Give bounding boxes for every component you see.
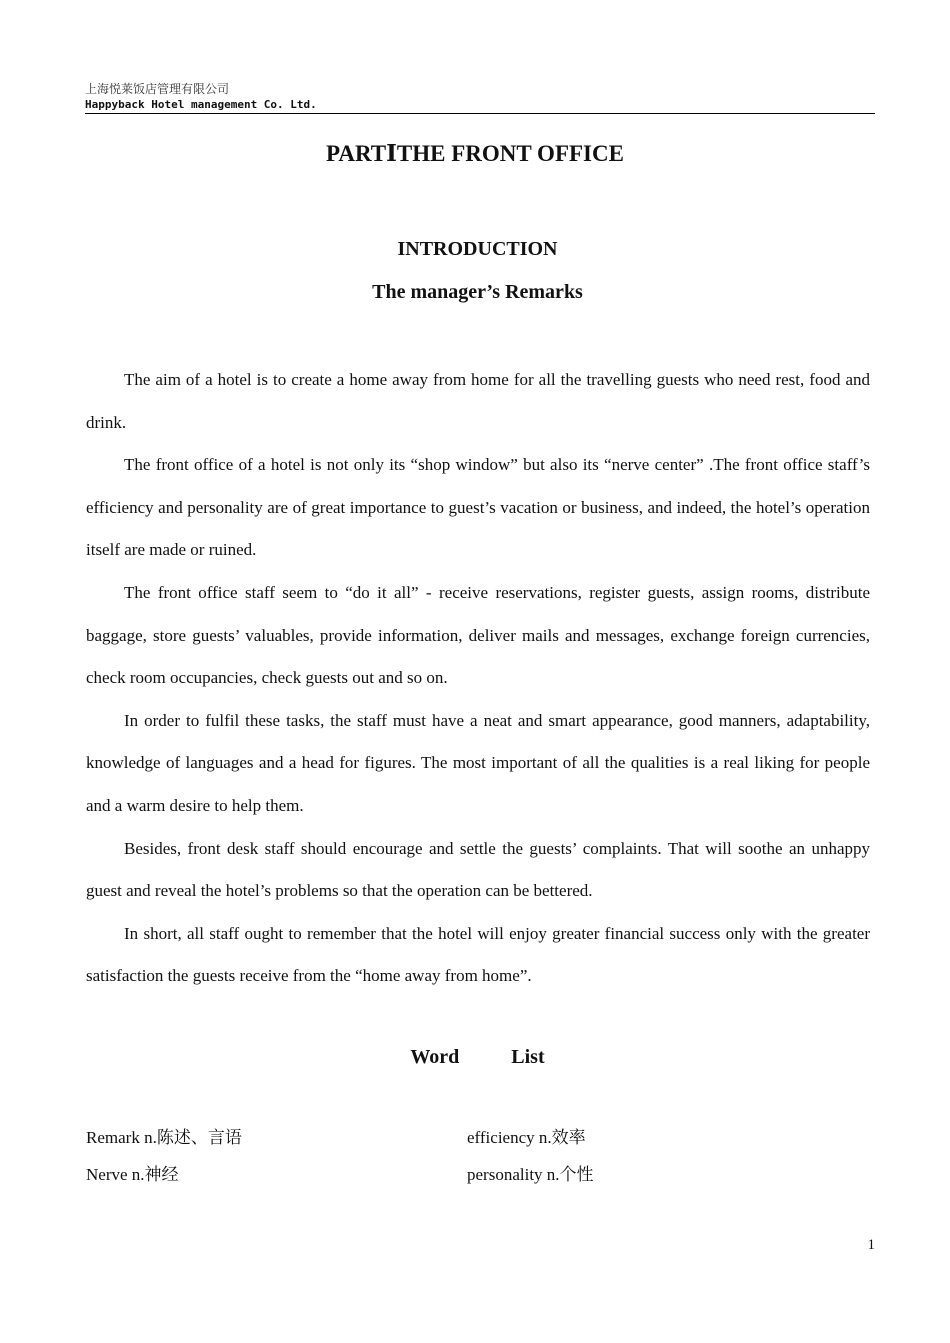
- word-list-row: [86, 1160, 786, 1197]
- section-subheading: The manager’s Remarks: [372, 281, 583, 303]
- paragraph: In order to fulfil these tasks, the staff must have a neat and smart appearance, good manners, adaptability, knowledge of languages and a head for figures. The most important of all the qualities is a real liking for people and a warm desire to help them.: [86, 710, 870, 815]
- word-list-heading: [0, 1046, 950, 1069]
- word-list-heading-list: List: [511, 1046, 545, 1068]
- word-list-heading-word: Word: [410, 1046, 460, 1068]
- body-text: [86, 359, 870, 998]
- header-divider: [85, 113, 875, 114]
- company-name-chinese: 上海悦莱饭店管理有限公司: [85, 82, 230, 96]
- word-list: [86, 1123, 786, 1197]
- section-heading: INTRODUCTION: [397, 238, 558, 260]
- word-list-row: [86, 1123, 786, 1160]
- part-title: PARTⅠTHE FRONT OFFICE: [326, 141, 624, 166]
- company-name-english: Happyback Hotel management Co. Ltd.: [85, 98, 317, 111]
- word-entry: Remark n.陈述、言语: [86, 1128, 242, 1147]
- page-header: [85, 82, 875, 114]
- paragraph: In short, all staff ought to remember that the hotel will enjoy greater financial success only with the greater satisfaction the guests receive from the “home away from home”.: [86, 923, 870, 986]
- paragraph: Besides, front desk staff should encourage and settle the guests’ complaints. That will soothe an unhappy guest and reveal the hotel’s problems so that the operation can be bettered.: [86, 838, 870, 901]
- word-entry: Nerve n.神经: [86, 1165, 179, 1184]
- paragraph: The front office staff seem to “do it all” - receive reservations, register guests, assign rooms, distribute baggage, store guests’ valuables, provide information, deliver mails and messages, exchange foreign currencies, check room occupancies, check guests out and so on.: [86, 582, 870, 688]
- paragraph: The aim of a hotel is to create a home away from home for all the travelling guests who need rest, food and drink.: [86, 370, 870, 432]
- page-number: 1: [867, 1237, 875, 1253]
- paragraph: The front office of a hotel is not only its “shop window” but also its “nerve center” .The front office staff’s efficiency and personality are of great importance to guest’s vacation or business, and indeed, the hotel’s operation itself are made or ruined.: [86, 455, 870, 560]
- word-entry: efficiency n.效率: [467, 1128, 586, 1147]
- word-entry: personality n.个性: [467, 1165, 594, 1184]
